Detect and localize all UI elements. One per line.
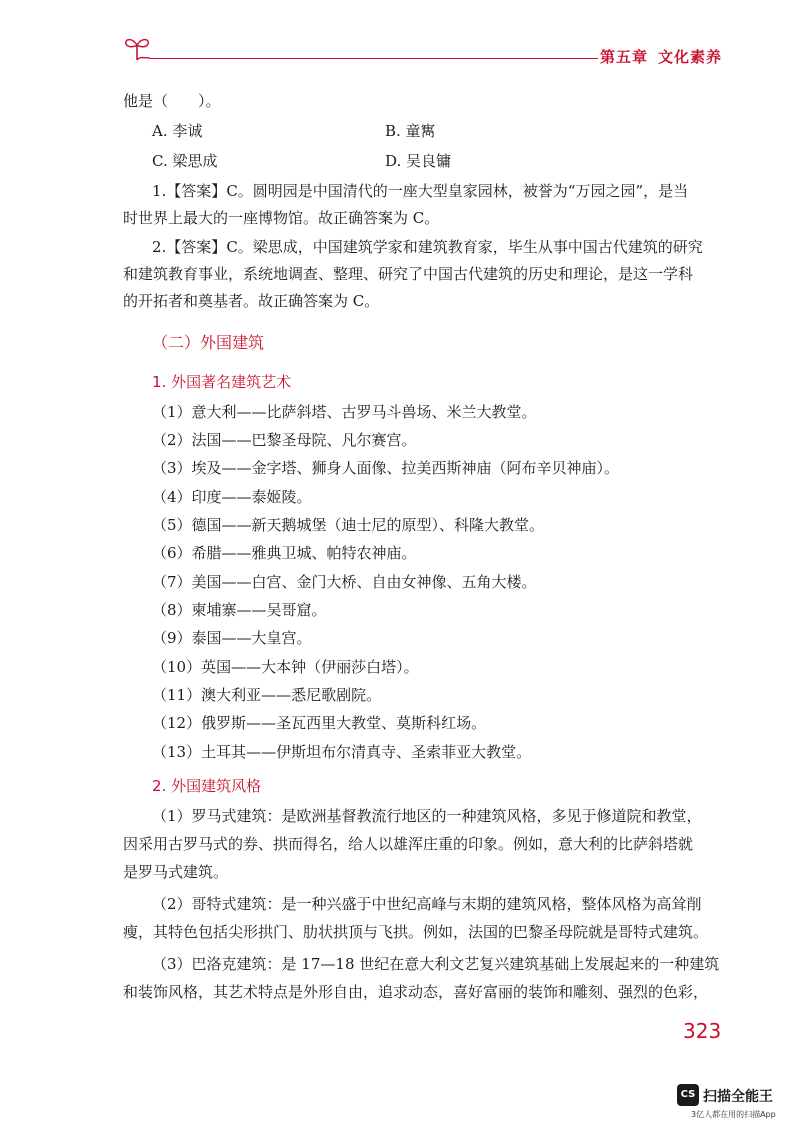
style-1-line-3: 是罗马式建筑。 — [123, 863, 229, 881]
option-d: D. 吴良镛 — [385, 152, 452, 170]
list-item: （8）柬埔寨——吴哥窟。 — [152, 601, 327, 619]
question-stem: 他是（ ）。 — [123, 92, 221, 110]
option-c: C. 梁思成 — [152, 152, 218, 170]
watermark-title: 扫描全能王 — [703, 1089, 773, 1105]
subsection-2-title: 2. 外国建筑风格 — [152, 777, 262, 795]
list-item: （5）德国——新天鹅城堡（迪士尼的原型）、科隆大教堂。 — [152, 516, 545, 534]
style-1-line-1: （1）罗马式建筑：是欧洲基督教流行地区的一种建筑风格，多见于修道院和教堂， — [152, 807, 702, 825]
sprout-icon — [122, 32, 152, 62]
list-item: （7）美国——白宫、金门大桥、自由女神像、五角大楼。 — [152, 573, 537, 591]
style-2-line-2: 瘦，其特色包括尖形拱门、肋状拱顶与飞拱。例如，法国的巴黎圣母院就是哥特式建筑。 — [123, 923, 709, 941]
cs-logo-icon: CS — [677, 1084, 699, 1106]
list-item: （1）意大利——比萨斜塔、古罗马斗兽场、米兰大教堂。 — [152, 403, 537, 421]
scanner-watermark — [677, 1084, 793, 1124]
style-2-line-1: （2）哥特式建筑：是一种兴盛于中世纪高峰与末期的建筑风格，整体风格为高耸削 — [152, 895, 702, 913]
answer-2-line-2: 和建筑教育事业，系统地调查、整理、研究了中国古代建筑的历史和理论，是这一学科 — [123, 265, 694, 283]
chapter-number: 第五章 — [600, 48, 649, 66]
answer-2-line-1: 2.【答案】C。梁思成，中国建筑学家和建筑教育家，毕生从事中国古代建筑的研究 — [152, 238, 703, 256]
list-item: （13）土耳其——伊斯坦布尔清真寺、圣索菲亚大教堂。 — [152, 743, 532, 761]
style-1-line-2: 因采用古罗马式的券、拱而得名，给人以雄浑庄重的印象。例如，意大利的比萨斜塔就 — [123, 835, 694, 853]
header-rule-end — [590, 58, 598, 59]
section-title: （二）外国建筑 — [152, 333, 265, 352]
list-item: （6）希腊——雅典卫城、帕特农神庙。 — [152, 544, 417, 562]
chapter-title: 文化素养 — [658, 48, 723, 66]
watermark-subtitle: 3亿人都在用的扫描App — [691, 1110, 776, 1119]
list-item: （10）英国——大本钟（伊丽莎白塔）。 — [152, 658, 419, 676]
option-a: A. 李诚 — [152, 122, 203, 140]
list-item: （4）印度——泰姬陵。 — [152, 488, 312, 506]
list-item: （2）法国——巴黎圣母院、凡尔赛宫。 — [152, 431, 417, 449]
answer-2-line-3: 的开拓者和奠基者。故正确答案为 C。 — [123, 292, 380, 310]
answer-1-line-2: 时世界上最大的一座博物馆。故正确答案为 C。 — [123, 209, 440, 227]
page-number: 323 — [683, 1019, 722, 1043]
style-3-line-1: （3）巴洛克建筑：是 17—18 世纪在意大利文艺复兴建筑基础上发展起来的一种建筑 — [152, 955, 720, 973]
list-item: （12）俄罗斯——圣瓦西里大教堂、莫斯科红场。 — [152, 714, 487, 732]
list-item: （11）澳大利亚——悉尼歌剧院。 — [152, 686, 382, 704]
header-rule — [150, 58, 590, 59]
style-3-line-2: 和装饰风格，其艺术特点是外形自由，追求动态，喜好富丽的装饰和雕刻、强烈的色彩， — [123, 983, 709, 1001]
answer-1-line-1: 1.【答案】C。圆明园是中国清代的一座大型皇家园林，被誉为“万园之园”，是当 — [152, 182, 689, 200]
subsection-1-title: 1. 外国著名建筑艺术 — [152, 373, 292, 391]
list-item: （3）埃及——金字塔、狮身人面像、拉美西斯神庙（阿布辛贝神庙）。 — [152, 459, 620, 477]
list-item: （9）泰国——大皇宫。 — [152, 629, 312, 647]
chapter-header — [600, 46, 732, 67]
option-b: B. 童寯 — [385, 122, 436, 140]
